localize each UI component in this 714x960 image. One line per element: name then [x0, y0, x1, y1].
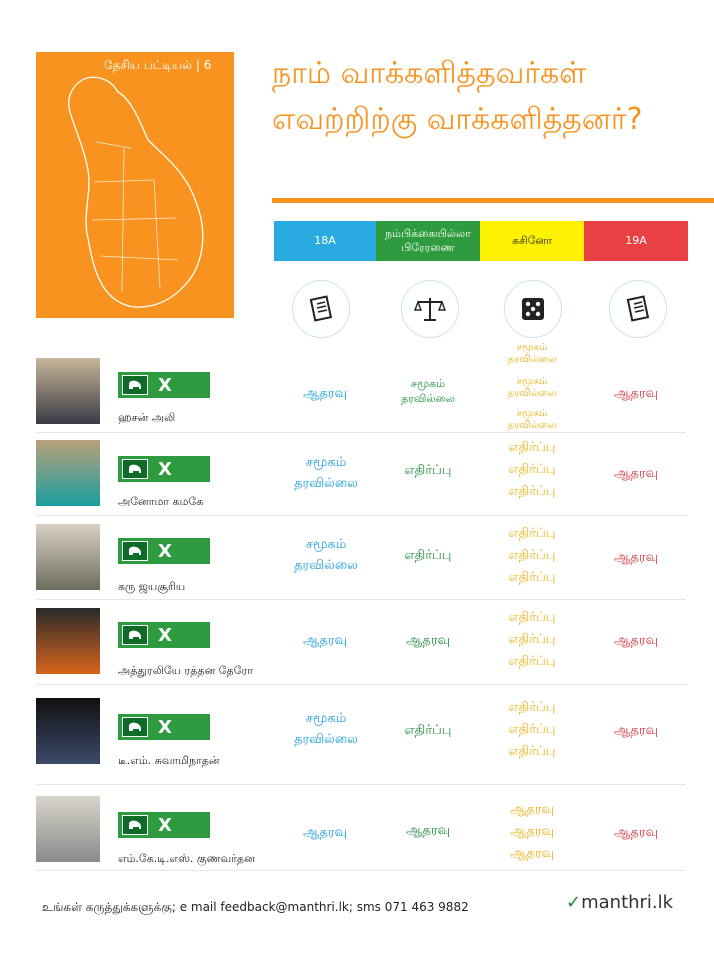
- member-name: கரு ஜயசூரிய: [118, 580, 186, 593]
- vote-no-confidence: எதிர்ப்பு: [404, 463, 452, 478]
- document-icon: [609, 280, 667, 338]
- page-title-line2: எவற்றிற்கு வாக்களித்தனர்?: [272, 102, 643, 137]
- member-name: ஹசன் அலி: [118, 411, 176, 424]
- member-name: எம்.கே.டி.எஸ். குணவர்தன: [118, 852, 255, 865]
- vote-no-confidence: ஆதரவு: [405, 823, 451, 838]
- vote-casino: எதிர்ப்பு: [508, 700, 556, 715]
- row-divider: [36, 684, 686, 685]
- vote-18a: சமூகம் தரவில்லை: [294, 455, 358, 492]
- vote-18a: ஆதரவு: [302, 825, 348, 840]
- avatar: [36, 440, 100, 506]
- checkmark-icon: ✓: [566, 892, 582, 913]
- vote-18a: ஆதரவு: [302, 633, 348, 648]
- vote-19a: ஆதரவு: [613, 633, 659, 648]
- sri-lanka-map-panel: [36, 52, 234, 318]
- vote-casino: எதிர்ப்பு: [508, 654, 556, 669]
- member-name: டீ.எம். சுவாமிநாதன்: [118, 754, 220, 767]
- column-header-no-confidence: நம்பிக்கையில்லா பிரேரணை: [376, 221, 480, 261]
- manthri-logo[interactable]: ✓manthri.lk: [566, 892, 674, 913]
- vote-casino: எதிர்ப்பு: [508, 462, 556, 477]
- column-header-19a: 19A: [584, 221, 688, 261]
- vote-19a: ஆதரவு: [613, 550, 659, 565]
- vote-casino: எதிர்ப்பு: [508, 526, 556, 541]
- avatar: [36, 796, 100, 862]
- vote-18a: ஆதரவு: [302, 386, 348, 401]
- vote-casino: எதிர்ப்பு: [508, 610, 556, 625]
- vote-19a: ஆதரவு: [613, 825, 659, 840]
- footer-contact: உங்கள் கருத்துக்களுக்கு; e mail feedback@manthri.lk; sms 071 463 9882: [42, 900, 469, 914]
- column-header-18a: 18A: [274, 221, 376, 261]
- member-name: அனோமா கமகே: [118, 495, 204, 508]
- row-divider: [36, 515, 686, 516]
- vote-casino: ஆதரவு: [509, 846, 555, 861]
- sri-lanka-map-icon: [36, 52, 234, 318]
- elephant-icon: [122, 459, 148, 479]
- vote-19a: ஆதரவு: [613, 466, 659, 481]
- vote-casino: எதிர்ப்பு: [508, 570, 556, 585]
- map-label: தேசிய பட்டியல் | 6: [104, 58, 212, 72]
- title-divider: [272, 198, 714, 203]
- row-divider: [36, 432, 686, 433]
- vote-casino: எதிர்ப்பு: [508, 440, 556, 455]
- elephant-icon: [122, 717, 148, 737]
- vote-18a: சமூகம் தரவில்லை: [294, 537, 358, 574]
- avatar: [36, 524, 100, 590]
- row-divider: [36, 784, 686, 785]
- party-badge: X: [118, 538, 210, 564]
- vote-casino: எதிர்ப்பு: [508, 722, 556, 737]
- vote-no-confidence: எதிர்ப்பு: [404, 548, 452, 563]
- vote-casino: சமூகம் தரவில்லை: [507, 376, 557, 399]
- row-divider: [36, 599, 686, 600]
- party-badge: X: [118, 622, 210, 648]
- elephant-icon: [122, 625, 148, 645]
- vote-casino: சமூகம் தரவில்லை: [507, 342, 557, 365]
- vote-no-confidence: சமூகம் தரவில்லை: [400, 377, 456, 406]
- vote-casino: ஆதரவு: [509, 824, 555, 839]
- elephant-icon: [122, 375, 148, 395]
- elephant-icon: [122, 541, 148, 561]
- vote-19a: ஆதரவு: [613, 386, 659, 401]
- avatar: [36, 358, 100, 424]
- avatar: [36, 698, 100, 764]
- party-badge: X: [118, 812, 210, 838]
- column-header-casino: கசினோ: [480, 221, 584, 261]
- vote-casino: எதிர்ப்பு: [508, 744, 556, 759]
- vote-casino: எதிர்ப்பு: [508, 548, 556, 563]
- elephant-icon: [122, 815, 148, 835]
- document-icon: [292, 280, 350, 338]
- vote-casino: ஆதரவு: [509, 802, 555, 817]
- page-title-line1: நாம் வாக்களித்தவர்கள்: [272, 56, 587, 91]
- vote-no-confidence: எதிர்ப்பு: [404, 723, 452, 738]
- vote-casino: சமூகம் தரவில்லை: [507, 408, 557, 431]
- vote-casino: எதிர்ப்பு: [508, 632, 556, 647]
- avatar: [36, 608, 100, 674]
- vote-19a: ஆதரவு: [613, 723, 659, 738]
- party-badge: X: [118, 714, 210, 740]
- vote-no-confidence: ஆதரவு: [405, 633, 451, 648]
- party-badge: X: [118, 372, 210, 398]
- vote-18a: சமூகம் தரவில்லை: [294, 711, 358, 748]
- member-name: அத்துரலியே ரத்தன தேரோ: [118, 664, 253, 677]
- scales-icon: [401, 280, 459, 338]
- dice-icon: [504, 280, 562, 338]
- vote-casino: எதிர்ப்பு: [508, 484, 556, 499]
- row-divider: [36, 870, 686, 871]
- party-badge: X: [118, 456, 210, 482]
